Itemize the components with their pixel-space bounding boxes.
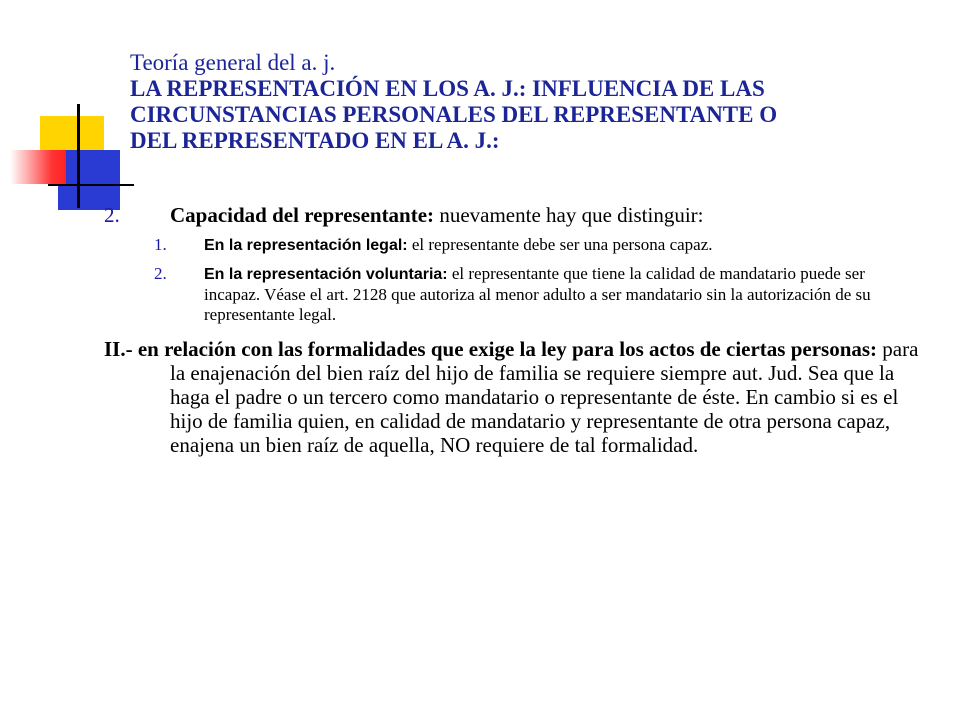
sublist-item-text: el representante debe ser una persona capaz. xyxy=(407,235,713,254)
list-item-capacidad xyxy=(104,203,924,227)
slide-title xyxy=(130,50,920,154)
corner-decoration xyxy=(0,0,140,220)
title-heading-line-2: CIRCUNSTANCIAS PERSONALES DEL REPRESENTANTE O xyxy=(130,102,778,127)
list-number: 2. xyxy=(104,203,120,227)
red-gradient-shape xyxy=(10,150,66,184)
sublist-number: 2. xyxy=(154,264,167,283)
list-item-heading: Capacidad del representante: xyxy=(170,203,435,227)
sublist-item-voluntaria xyxy=(104,264,924,325)
list-item-text: nuevamente hay que distinguir: xyxy=(434,203,704,227)
blue-square-shape xyxy=(58,150,120,210)
sublist-item-legal xyxy=(104,235,924,256)
title-heading-line-1: LA REPRESENTACIÓN EN LOS A. J.: INFLUENCIA DE LAS xyxy=(130,76,765,101)
section-heading: II.- en relación con las formalidades que exige la ley para los actos de ciertas personas: xyxy=(104,337,878,361)
sublist-item-heading: En la representación legal: xyxy=(204,237,408,254)
section-text: para la enajenación del bien raíz del hijo de familia se requiere siempre aut. Jud. Sea que la haga el padre o un tercero como mandatario o representante de éste. En cambio si es el hijo de familia quien, en calidad de mandatario y representante de otra persona capaz, enajena un bien raíz de aquella, NO requiere de tal formalidad. xyxy=(170,337,919,457)
title-subtitle: Teoría general del a. j. xyxy=(130,50,336,75)
vertical-line xyxy=(77,104,80,208)
slide-body xyxy=(104,203,924,457)
sublist-item-heading: En la representación voluntaria: xyxy=(204,266,448,283)
sublist-item-text: el representante que tiene la calidad de mandatario puede ser incapaz. Véase el art. 2128 que autoriza al menor adulto a ser mandatario sin la autorización de su representante legal. xyxy=(204,264,871,324)
sublist-number: 1. xyxy=(154,235,167,254)
horizontal-line xyxy=(48,184,134,186)
title-heading-line-3: DEL REPRESENTADO EN EL A. J.: xyxy=(130,128,500,153)
section-formalidades xyxy=(104,337,924,457)
